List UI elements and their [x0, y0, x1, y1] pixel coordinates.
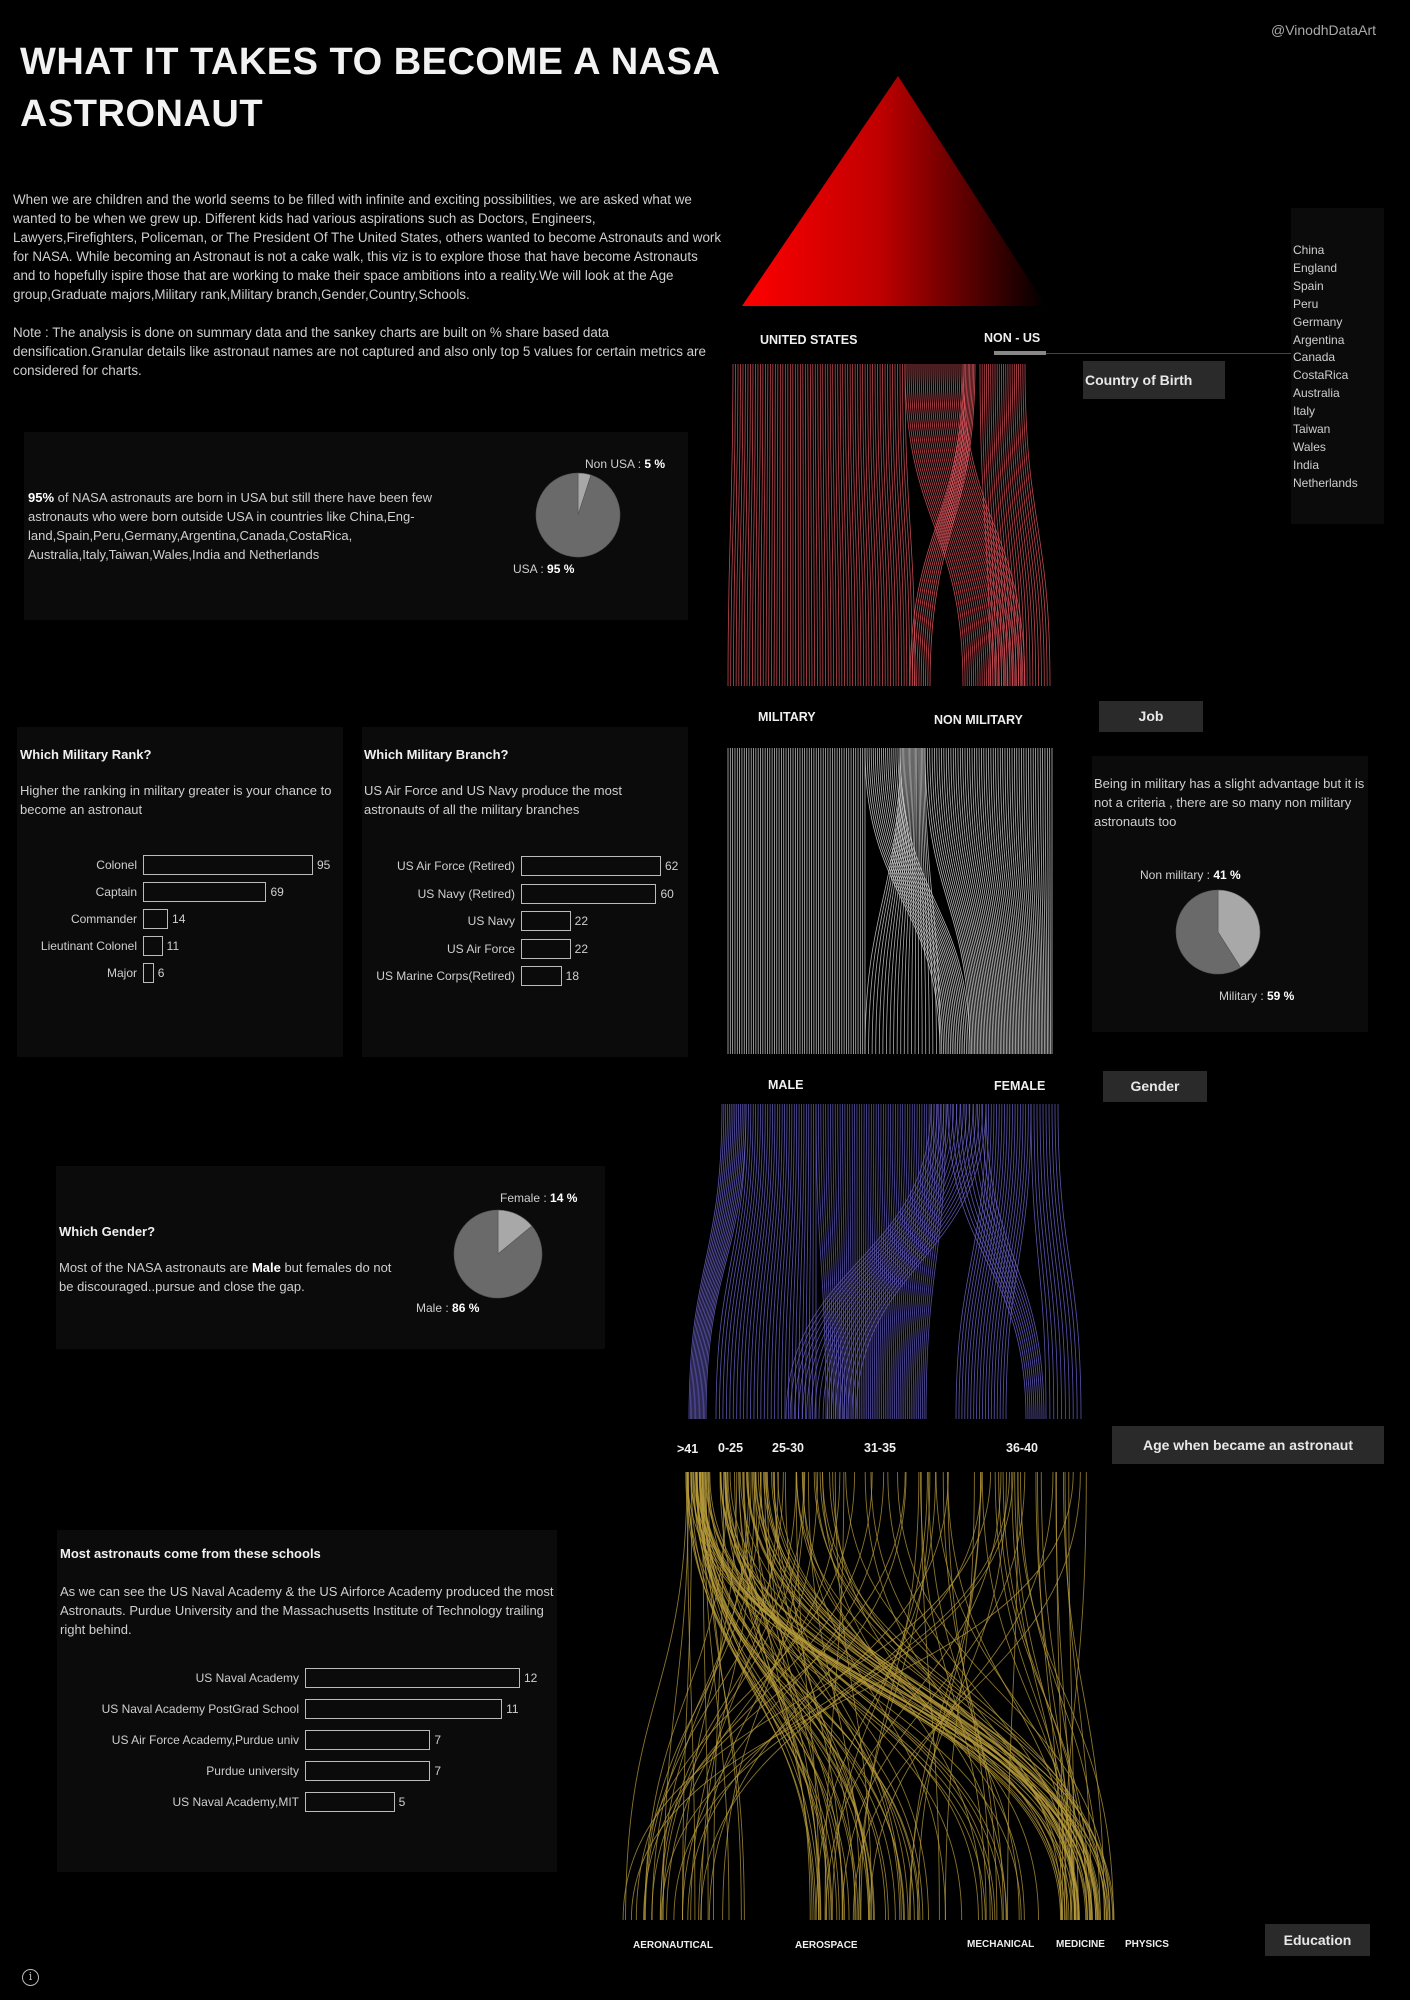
sankey-ribbon	[694, 1472, 1097, 1920]
age-label-41plus: >41	[677, 1442, 699, 1456]
bar[interactable]	[143, 936, 163, 956]
age-label-0-25: 0-25	[718, 1441, 744, 1455]
birth-text: of NASA astronauts are born in USA but still there have been few astronauts who were born outside USA in countries like China,Eng-land,Spain,Peru,Germany,Argentina,Canada,CostaRica, Australia,Italy,Taiwan,Wales,India and Netherlands	[28, 490, 432, 562]
bar-value: 62	[665, 859, 679, 873]
sankey-ribbon	[687, 1472, 1087, 1920]
triangle-graphic	[740, 74, 1050, 308]
bar-value: 7	[434, 1764, 442, 1778]
school-text: As we can see the US Naval Academy & the US Airforce Academy produced the most Astronauts. Purdue University and the Massachusetts Institute of Technology trailing right behind.	[60, 1584, 554, 1637]
bar-label: US Navy (Retired)	[417, 886, 515, 901]
bar[interactable]	[305, 1792, 395, 1812]
bar[interactable]	[521, 856, 661, 876]
bar-label: US Air Force	[446, 941, 515, 956]
author-credit[interactable]: @VinodhDataArt	[1270, 22, 1376, 38]
page-title: WHAT IT TAKES TO BECOME A NASA ASTRONAUT	[20, 41, 719, 135]
sankey-ribbon	[704, 1472, 895, 1920]
country-item: Italy	[1293, 404, 1316, 419]
bar-label: Captain	[95, 885, 137, 899]
bar[interactable]	[521, 911, 571, 931]
gender-text: Most of the NASA astronauts are Male but females do not be discouraged..pursue and close the gap.	[59, 1260, 392, 1294]
connector-line	[1046, 353, 1291, 354]
pie-birth	[535, 472, 621, 558]
triangle-shape	[742, 76, 1046, 306]
bar-value: 18	[565, 969, 579, 983]
legend-button-education[interactable]: Education	[1265, 1924, 1370, 1956]
pie-label-male: Male : 86 %	[416, 1301, 480, 1315]
bar-label: Colonel	[96, 858, 137, 872]
country-item: India	[1293, 457, 1320, 472]
gender-title: Which Gender?	[59, 1224, 156, 1239]
sankey-label-us: UNITED STATES	[760, 333, 858, 347]
branch-bar-chart	[376, 856, 681, 996]
bar-value: 12	[524, 1671, 538, 1685]
country-item: Spain	[1293, 278, 1324, 293]
bar-value: 69	[270, 885, 284, 899]
birth-panel-text	[28, 488, 468, 564]
bar-label: Lieutinant Colonel	[40, 939, 137, 953]
sankey-ribbon	[982, 1472, 1074, 1920]
sankey-gender	[686, 1104, 1086, 1422]
branch-text: US Air Force and US Navy produce the most astronauts of all the military branches	[364, 783, 622, 817]
legend-button-country[interactable]: Country of Birth	[1083, 361, 1225, 399]
intro-text	[13, 190, 723, 399]
bar-value: 22	[574, 914, 589, 928]
bar-value: 22	[574, 941, 589, 956]
bar[interactable]	[305, 1668, 520, 1688]
sankey-label-nonmilitary: NON MILITARY	[934, 713, 1023, 727]
job-text: Being in military has a slight advantage but it is not a criteria , there are so many non military astronauts too	[1094, 776, 1365, 829]
country-item: China	[1293, 243, 1325, 257]
bar[interactable]	[143, 909, 168, 929]
bar-value: 6	[157, 966, 165, 980]
edu-label-aeronautical: AERONAUTICAL	[633, 1940, 713, 1951]
bar[interactable]	[143, 963, 154, 983]
country-list	[1291, 208, 1384, 524]
edu-label-aerospace: AEROSPACE	[795, 1940, 858, 1951]
country-item: CostaRica	[1293, 368, 1349, 383]
school-title: Most astronauts come from these schools	[60, 1546, 321, 1561]
country-item: Netherlands	[1293, 475, 1358, 490]
bar-label: US Marine Corps(Retired)	[376, 969, 515, 983]
branch-panel	[362, 727, 688, 1057]
sankey-ribbon	[716, 1104, 816, 1419]
sankey-education	[620, 1470, 1170, 1922]
sankey-ribbon	[728, 748, 865, 1054]
bar-label: US Air Force Academy,Purdue univ	[111, 1733, 299, 1747]
bar-label: US Air Force (Retired)	[396, 859, 515, 873]
bar[interactable]	[305, 1730, 430, 1750]
legend-button-gender[interactable]: Gender	[1103, 1071, 1207, 1102]
sankey-job	[725, 748, 1055, 1058]
bar-label: Commander	[70, 912, 137, 926]
bar-value: 5	[398, 1795, 406, 1809]
age-label-31-35: 31-35	[864, 1441, 896, 1455]
bar-value: 11	[506, 1702, 519, 1716]
rank-bar-chart	[40, 855, 333, 995]
country-item: Canada	[1293, 350, 1336, 365]
pie-label-female: Female : 14 %	[500, 1191, 578, 1205]
age-label-36-40: 36-40	[1006, 1441, 1038, 1455]
bar[interactable]	[521, 966, 562, 986]
sankey-label-military: MILITARY	[758, 710, 816, 724]
country-item: Argentina	[1293, 332, 1345, 347]
birth-panel	[24, 432, 688, 620]
job-panel	[1092, 756, 1368, 1032]
sankey-ribbon	[1031, 1104, 1081, 1419]
bar-label: US Naval Academy	[195, 1671, 299, 1685]
branch-title: Which Military Branch?	[364, 747, 509, 762]
sankey-ribbon	[925, 748, 1052, 1054]
country-item: Peru	[1293, 296, 1319, 311]
pie-label-usa: USA : 95 %	[513, 562, 575, 576]
bar[interactable]	[521, 884, 656, 904]
nonus-underline	[994, 351, 1046, 355]
country-item: Australia	[1293, 386, 1340, 401]
bar-value: 7	[434, 1733, 442, 1747]
sankey-country	[725, 364, 1055, 689]
sankey-label-female: FEMALE	[994, 1079, 1046, 1093]
bar[interactable]	[143, 882, 266, 902]
school-bar-chart	[101, 1668, 545, 1818]
pie-label-nonusa: Non USA : 5 %	[585, 457, 666, 471]
sankey-label-male: MALE	[768, 1078, 804, 1092]
age-label-25-30: 25-30	[772, 1441, 804, 1455]
bar[interactable]	[521, 939, 571, 959]
sankey-ribbon	[948, 1104, 1044, 1419]
pie-label-nonmilitary: Non military : 41 %	[1140, 868, 1241, 882]
rank-panel	[17, 727, 343, 1057]
bar-label: Purdue university	[206, 1764, 299, 1778]
country-item: Taiwan	[1293, 422, 1331, 437]
rank-text: Higher the ranking in military greater is your chance to become an astronaut	[20, 783, 332, 817]
edu-label-mechanical: MECHANICAL	[967, 1939, 1035, 1950]
bar[interactable]	[305, 1761, 430, 1781]
bar-label: US Naval Academy PostGrad School	[101, 1702, 299, 1716]
edu-label-medicine: MEDICINE	[1056, 1939, 1105, 1950]
bar-value: 11	[166, 939, 180, 953]
sankey-ribbon	[626, 1472, 687, 1920]
bar-value: 14	[172, 912, 186, 926]
bar-value: 60	[660, 886, 674, 901]
pie-slice-usa[interactable]	[536, 473, 620, 557]
intro-paragraph: When we are children and the world seems to be filled with infinite and exciting possibilities, we are asked what we wanted to be when we grew up. Different kids had various aspirations such as Doctors, Engineers, Lawyers,Firefighters, Policeman, or The President Of The United States, others wanted to become Astronauts and work for NASA. While becoming an Astronaut is not a cake walk, this viz is to explore those that have become Astronauts and to hopefully ispire those that are working to make their space ambitions into a reality.We will look at the Age group,Graduate majors,Military rank,Military branch,Gender,Country,Schools.	[13, 192, 722, 302]
sankey-ribbon	[728, 364, 915, 686]
country-item: England	[1293, 260, 1338, 275]
bar[interactable]	[305, 1699, 502, 1719]
legend-button-job[interactable]: Job	[1099, 701, 1203, 732]
intro-note: Note : The analysis is done on summary data and the sankey charts are built on % share based data densification.Granular details like astronaut names are not captured and also only top 5 values for certain metrics are considered for charts.	[13, 325, 706, 378]
country-item: Germany	[1293, 314, 1343, 329]
edu-label-physics: PHYSICS	[1125, 1939, 1169, 1950]
bar-value: 95	[317, 858, 331, 872]
pie-label-military: Military : 59 %	[1219, 989, 1295, 1003]
bar-label: US Naval Academy,MIT	[172, 1795, 299, 1809]
birth-pct: 95%	[28, 490, 55, 505]
sankey-label-nonus: NON - US	[984, 331, 1041, 345]
pie-job	[1175, 889, 1261, 975]
school-panel	[57, 1530, 557, 1872]
sankey-ribbon	[683, 1472, 692, 1920]
gender-panel	[56, 1166, 605, 1349]
legend-button-age[interactable]: Age when became an astronaut	[1112, 1426, 1384, 1464]
info-icon[interactable]: i	[22, 1969, 39, 1986]
bar-label: Major	[106, 966, 137, 980]
rank-title: Which Military Rank?	[20, 747, 152, 762]
bar[interactable]	[143, 855, 313, 875]
pie-gender	[453, 1209, 543, 1299]
country-item: Wales	[1293, 439, 1326, 454]
bar-label: US Navy	[467, 914, 515, 928]
